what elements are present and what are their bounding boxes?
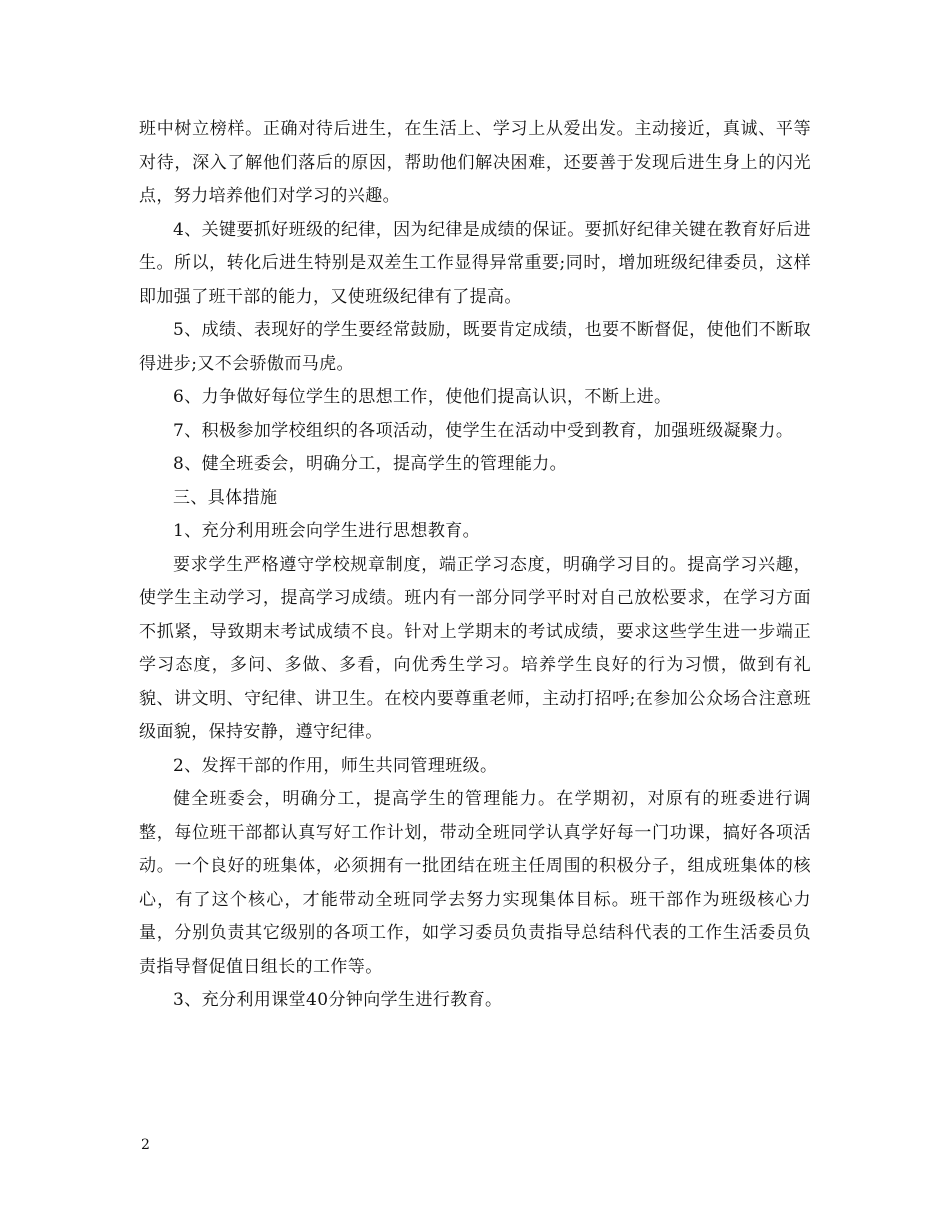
section-heading: 三、具体措施 (173, 487, 278, 508)
body-paragraph-5: 7、积极参加学校组织的各项活动，使学生在活动中受到教育，加强班级凝聚力。 (173, 420, 794, 441)
body-paragraph-8: 健全班委会，明确分工，提高学生的管理能力。在学期初，对原有的班委进行调整，每位班干部都认真写好工作计划，带动全班同学认真学好每一门功课，搞好各项活动。一个良好的班集体，必须拥有一批团结在班主任周围的积极分子，组成班集体的核心，有了这个核心，才能带动全班同学去努力实现集体目标。班干部作为班级核心力量，分别负责其它级别的各项工作，如学习委员负责指导总结科代表的工作生活委员负责指导督促值日组长的工作等。 (139, 789, 811, 977)
body-paragraph-3: 5、成绩、表现好的学生要经常鼓励，既要肯定成绩，也要不断督促，使他们不断取得进步;又不会骄傲而马虎。 (139, 320, 811, 374)
subsection-heading-1: 1、充分利用班会向学生进行思想教育。 (173, 521, 481, 541)
page-number: 2 (141, 1137, 150, 1153)
body-paragraph-4: 6、力争做好每位学生的思想工作，使他们提高认识，不断上进。 (173, 387, 672, 407)
subsection-heading-3: 3、充分利用课堂40分钟向学生进行教育。 (173, 990, 503, 1010)
body-paragraph-2: 4、关键要抓好班级的纪律，因为纪律是成绩的保证。要抓好纪律关键在教育好后进生。所以，转化后进生特别是双差生工作显得异常重要;同时，增加班级纪律委员，这样即加强了班干部的能力，又使班级纪律有了提高。 (139, 219, 811, 307)
subsection-heading-2: 2、发挥干部的作用，师生共同管理班级。 (173, 755, 498, 776)
body-paragraph-1: 班中树立榜样。正确对待后进生，在生活上、学习上从爱出发。主动接近，真诚、平等对待，深入了解他们落后的原因，帮助他们解决困难，还要善于发现后进生身上的闪光点，努力培养他们对学习的兴趣。 (139, 119, 811, 206)
body-paragraph-6: 8、健全班委会，明确分工，提高学生的管理能力。 (173, 454, 568, 474)
body-paragraph-7: 要求学生严格遵守学校规章制度，端正学习态度，明确学习目的。提高学习兴趣，使学生主动学习，提高学习成绩。班内有一部分同学平时对自己放松要求，在学习方面不抓紧，导致期末考试成绩不良。针对上学期末的考试成绩，要求这些学生进一步端正学习态度，多问、多做、多看，向优秀生学习。培养学生良好的行为习惯，做到有礼貌、讲文明、守纪律、讲卫生。在校内要尊重老师，主动打招呼;在参加公众场合注意班级面貌，保持安静，遵守纪律。 (139, 554, 811, 742)
document-body (139, 113, 811, 1018)
